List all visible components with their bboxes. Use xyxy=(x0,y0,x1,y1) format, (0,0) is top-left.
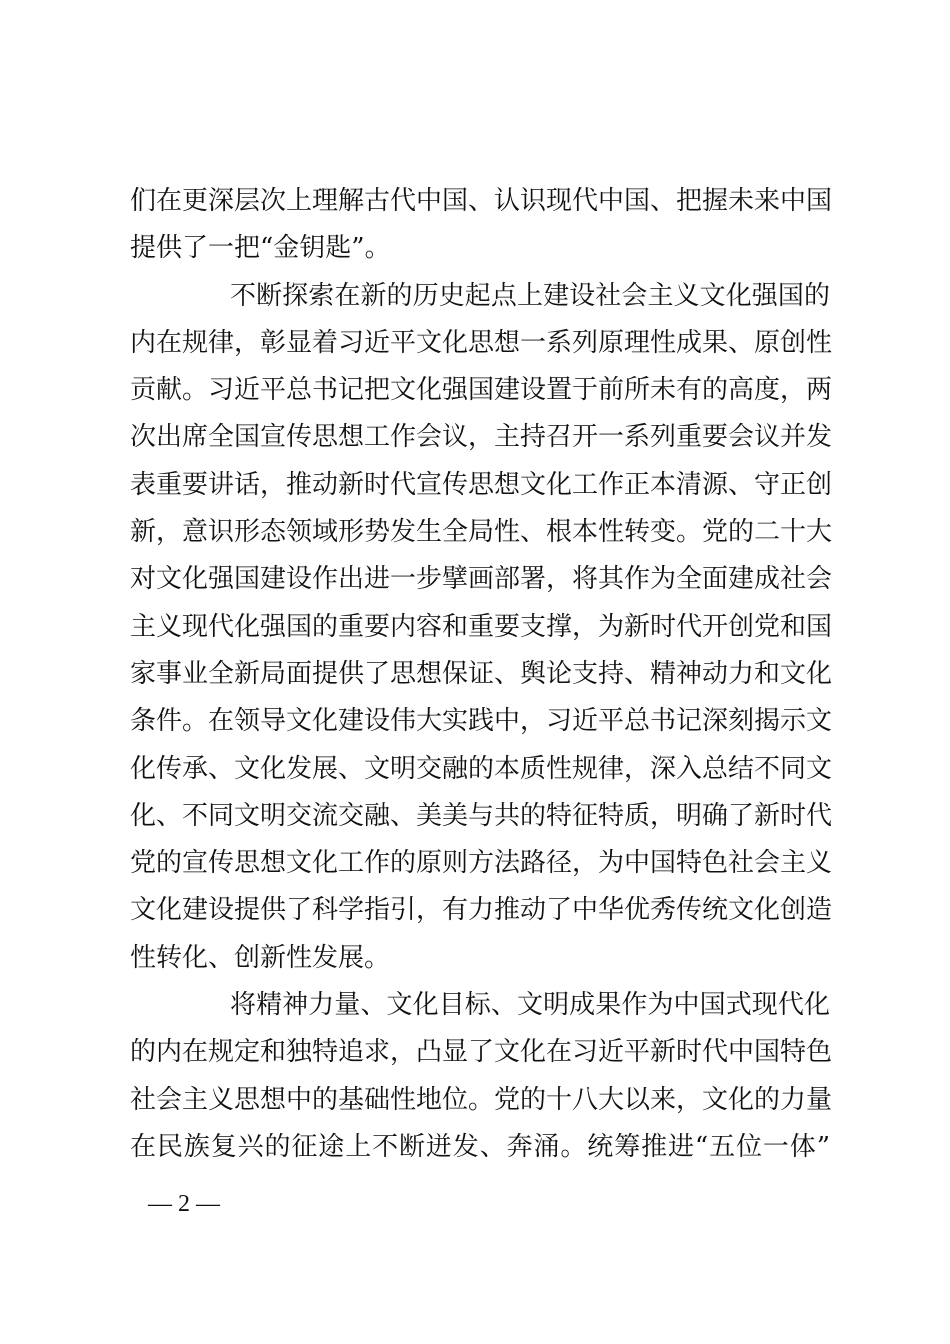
text-line: 贡献。习近平总书记把文化强国建设置于前所未有的高度，两 xyxy=(130,375,833,406)
text-line: 文化建设提供了科学指引，有力推动了中华优秀传统文化创造 xyxy=(130,895,833,926)
text-line: 表重要讲话，推动新时代宣传思想文化工作正本清源、守正创 xyxy=(130,469,833,500)
text-line: 将精神力量、文化目标、文明成果作为中国式现代化 xyxy=(230,990,830,1021)
text-line: 新，意识形态领域形势发生全局性、根本性转变。党的二十大 xyxy=(130,517,833,548)
text-line: 条件。在领导文化建设伟大实践中，习近平总书记深刻揭示文 xyxy=(130,706,833,737)
text-line: 对文化强国建设作出进一步擘画部署，将其作为全面建成社会 xyxy=(130,564,833,595)
text-line: 在民族复兴的征途上不断迸发、奔涌。统筹推进“五位一体” xyxy=(130,1131,830,1162)
text-line: 化传承、文化发展、文明交融的本质性规律，深入总结不同文 xyxy=(130,753,833,784)
text-line: 们在更深层次上理解古代中国、认识现代中国、把握未来中国 xyxy=(130,186,833,216)
text-line: 次出席全国宣传思想工作会议，主持召开一系列重要会议并发 xyxy=(130,422,833,453)
text-line: 党的宣传思想文化工作的原则方法路径，为中国特色社会主义 xyxy=(130,848,833,879)
text-line: 内在规律，彰显着习近平文化思想一系列原理性成果、原创性 xyxy=(130,327,833,358)
body-text xyxy=(130,178,833,1171)
text-line: 社会主义思想中的基础性地位。党的十八大以来，文化的力量 xyxy=(130,1084,833,1115)
text-line: 家事业全新局面提供了思想保证、舆论支持、精神动力和文化 xyxy=(130,658,833,689)
text-line: 的内在规定和独特追求，凸显了文化在习近平新时代中国特色 xyxy=(130,1037,833,1068)
text-line: 化、不同文明交流交融、美美与共的特征特质，明确了新时代 xyxy=(130,800,833,831)
text-line: 主义现代化强国的重要内容和重要支撑，为新时代开创党和国 xyxy=(130,611,833,642)
text-line: 性转化、创新性发展。 xyxy=(130,942,391,973)
text-line: 不断探索在新的历史起点上建设社会主义文化强国的 xyxy=(230,280,830,311)
page-number: — 2 — xyxy=(148,1191,220,1217)
text-line: 提供了一把“金钥匙”。 xyxy=(130,233,391,264)
